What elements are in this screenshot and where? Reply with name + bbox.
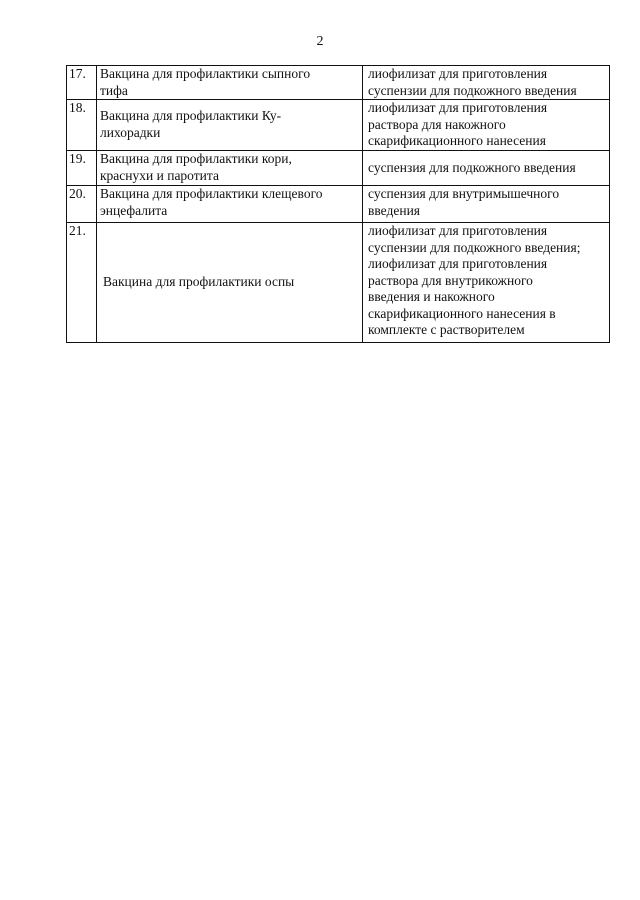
vaccine-name-cell <box>97 66 363 100</box>
vaccine-name-cell <box>97 100 363 151</box>
vaccine-name-line: лихорадки <box>100 124 161 140</box>
dosage-form-line: введения и накожного <box>368 289 495 304</box>
dosage-form-cell <box>363 223 610 343</box>
vaccine-name-cell <box>97 151 363 186</box>
dosage-form-line: суспензия для внутримышечного <box>368 186 560 201</box>
row-number-cell: 17. <box>67 66 97 100</box>
vaccine-name-line: Вакцина для профилактики клещевого <box>100 186 323 201</box>
dosage-form-line: лиофилизат для приготовления <box>368 256 548 271</box>
table-row <box>67 186 610 223</box>
dosage-form-line: раствора для внутрикожного <box>368 272 533 288</box>
page-number: 2 <box>316 34 324 49</box>
dosage-form-cell <box>363 100 610 151</box>
row-number-cell: 21. <box>67 223 97 343</box>
vaccine-name-cell <box>97 223 363 343</box>
dosage-form-line: суспензии для подкожного введения <box>368 82 577 98</box>
table-row <box>67 66 610 100</box>
vaccine-table <box>66 65 610 343</box>
table-row <box>67 151 610 186</box>
dosage-form-line: введения <box>368 202 421 218</box>
table-row <box>67 100 610 151</box>
row-number-cell: 18. <box>67 100 97 151</box>
dosage-form-line: раствора для накожного <box>368 116 506 132</box>
vaccine-name-line: Вакцина для профилактики сыпного <box>100 66 311 81</box>
vaccine-name-line: Вакцина для профилактики Ку- <box>100 108 282 123</box>
vaccine-name-line: тифа <box>100 82 128 98</box>
vaccine-name-cell <box>97 186 363 223</box>
vaccine-name-line: Вакцина для профилактики оспы <box>103 274 295 290</box>
dosage-form-line: лиофилизат для приготовления <box>368 100 548 115</box>
dosage-form-line: комплекте с растворителем <box>368 322 525 337</box>
dosage-form-line: суспензии для подкожного введения; <box>368 239 581 255</box>
dosage-form-line: скарификационного нанесения <box>368 133 546 148</box>
table-row <box>67 223 610 343</box>
dosage-form-cell <box>363 66 610 100</box>
dosage-form-line: лиофилизат для приготовления <box>368 223 548 238</box>
vaccine-name-line: Вакцина для профилактики кори, <box>100 151 292 166</box>
vaccine-name-line: энцефалита <box>100 202 168 218</box>
dosage-form-line: лиофилизат для приготовления <box>368 66 548 81</box>
vaccine-name-line: краснухи и паротита <box>100 167 219 183</box>
dosage-form-cell <box>363 151 610 186</box>
dosage-form-cell <box>363 186 610 223</box>
row-number-cell: 20. <box>67 186 97 223</box>
row-number-cell: 19. <box>67 151 97 186</box>
dosage-form-line: суспензия для подкожного введения <box>368 159 576 175</box>
dosage-form-line: скарификационного нанесения в <box>368 305 556 321</box>
